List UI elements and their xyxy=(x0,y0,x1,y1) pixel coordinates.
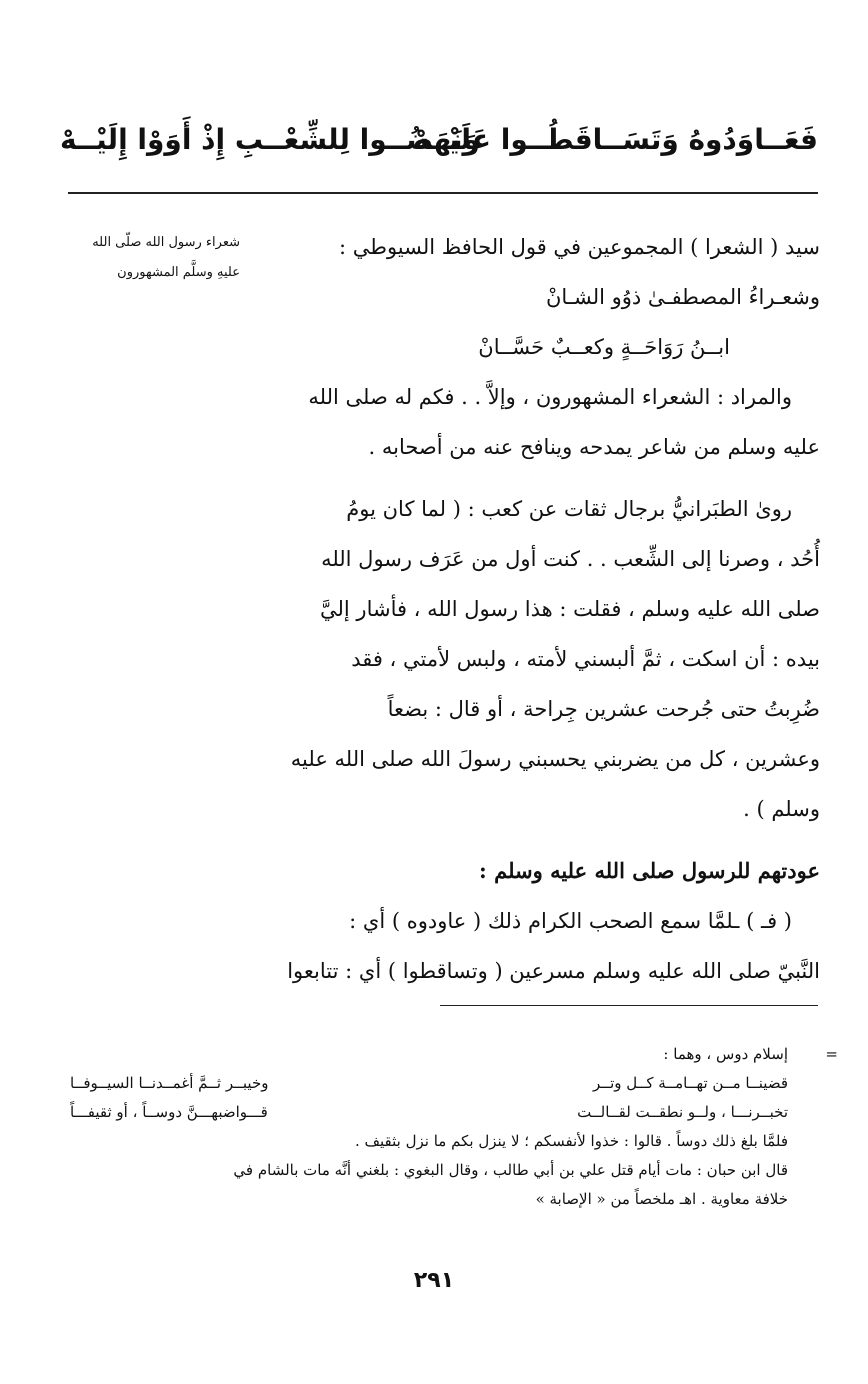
footnote-line-row xyxy=(60,1185,818,1214)
verse-hemistich-left: وخيبــر ثــمَّ أغمــدنــا السيــوفــا xyxy=(70,1074,269,1092)
footnote-line: إسلام دوس ، وهما : xyxy=(663,1045,788,1063)
body-line: بيده : أن اسكت ، ثمَّ ألبسني لأمته ، ولبس لأمتي ، فقد xyxy=(351,647,820,671)
footnote-line-row xyxy=(60,1127,818,1156)
footnote-line-row xyxy=(60,1156,818,1185)
body-line: وسلم ) . xyxy=(743,797,820,821)
page-number: ٢٩١ xyxy=(413,1268,455,1293)
footnote-divider xyxy=(440,1005,818,1006)
footnotes xyxy=(60,1040,838,1214)
body-line: سيد ( الشعرا ) المجموعين في قول الحافظ السيوطي : xyxy=(338,235,820,259)
verse-hemistich-right: تخبــرنـــا ، ولــو نطقــت لقــالــت xyxy=(577,1103,788,1121)
body-line: صلى الله عليه وسلم ، فقلت : هذا رسول الله ، فأشار إليَّ xyxy=(320,597,820,621)
margin-note xyxy=(60,228,240,288)
footnote-verse-row xyxy=(60,1098,818,1127)
body-line: أُحُد ، وصرنا إلى الشِّعب . . كنت أول من عَرَف رسول الله xyxy=(321,547,820,571)
section-heading: عودتهم للرسول صلى الله عليه وسلم : xyxy=(479,858,820,883)
page-header xyxy=(60,110,818,170)
main-text xyxy=(255,222,820,996)
body-line: النَّبيّ صلى الله عليه وسلم مسرعين ( وتساقطوا ) أي : تتابعوا xyxy=(287,959,820,983)
body-line: روىٰ الطبَرانيُّ برجال ثقات عن كعب : ( لما كان يومُ xyxy=(346,497,792,521)
header-verse-right: فَعَــاوَدُوهُ وَتَسَــاقَطُــوا عَلَيْــهْ xyxy=(412,123,818,156)
verse-hemistich-right: قضينــا مــن تهــامــة كــل وتــر xyxy=(593,1074,788,1092)
header-divider xyxy=(68,192,818,194)
footnote-line: قال ابن حبان : مات أيام قتل علي بن أبي طالب ، وقال البغوي : بلغني أنَّه مات بالشام في xyxy=(233,1161,788,1179)
header-verse-left: وَنَهَضُــوا لِلشِّعْــبِ إِذْ أَوَوْا إِلَيْــهْ xyxy=(60,123,480,156)
body-line: عليه وسلم من شاعر يمدحه وينافح عنه من أصحابه . xyxy=(368,435,820,459)
body-line: ضُرِبتُ حتى جُرحت عشرين جِراحة ، أو قال : بضعاً xyxy=(387,697,820,721)
body-verse-line: ابــنُ رَوَاحَــةٍ وكعــبٌ حَسَّــانْ xyxy=(478,335,730,359)
margin-note-line-1: شعراء رسول الله صلّى الله xyxy=(92,235,240,250)
footnote-intro-row xyxy=(60,1040,838,1069)
continuation-mark: = xyxy=(825,1045,838,1063)
footnote-line: خلافة معاوية . اهـ ملخصاً من « الإصابة » xyxy=(535,1190,788,1208)
body-line: والمراد : الشعراء المشهورون ، وإلاَّ . . فكم له صلى الله xyxy=(308,385,792,409)
verse-hemistich-left: قـــواضبهـــنَّ دوســاً ، أو ثقيفـــاً xyxy=(70,1103,268,1121)
footnote-line: فلمَّا بلغ ذلك دوساً . قالوا : خذوا لأنفسكم ؛ لا ينزل بكم ما نزل بثقيف . xyxy=(354,1132,788,1150)
margin-note-line-2: عليهِ وسلَّم المشهورون xyxy=(117,265,240,280)
body-verse-line: وشعـراءُ المصطفـىٰ ذوُو الشـانْ xyxy=(545,285,820,309)
body-line: ( فـ ) ـلمَّا سمع الصحب الكرام ذلك ( عاودوه ) أي : xyxy=(349,909,792,933)
footnote-verse-row xyxy=(60,1069,818,1098)
body-line: وعشرين ، كل من يضربني يحسبني رسولَ الله صلى الله عليه xyxy=(290,747,820,771)
